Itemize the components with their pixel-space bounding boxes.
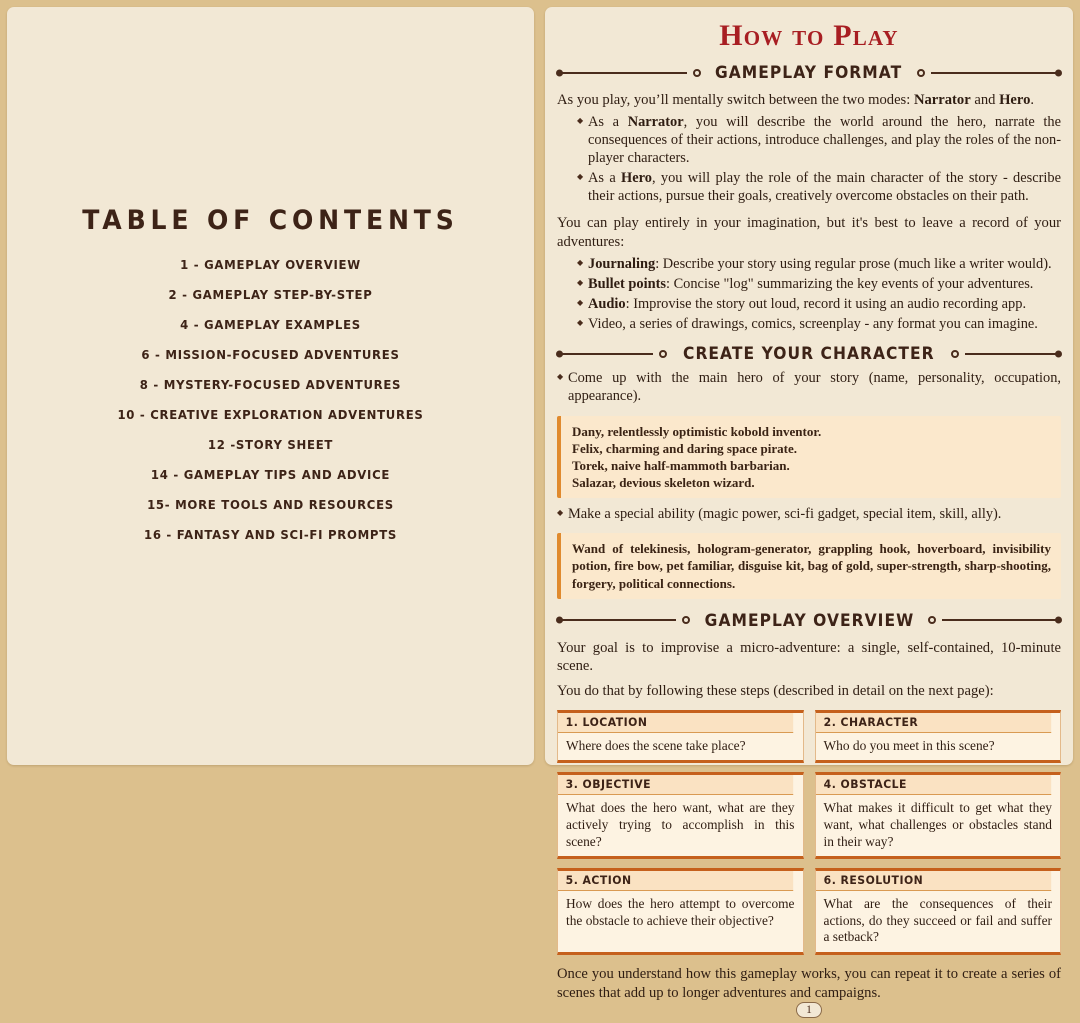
section-divider-gameplay-overview xyxy=(557,611,1061,630)
step-title-location: 1. LOCATION xyxy=(558,713,793,733)
divider-rule-right xyxy=(942,619,1061,621)
record-option-bullet-points: ◆ Bullet points: Concise "log" summarizing the key events of your adventures. xyxy=(579,275,1061,293)
toc-entry-8[interactable]: 14 - GAMEPLAY TIPS AND ADVICE xyxy=(150,468,391,482)
step-cell-resolution xyxy=(815,868,1062,955)
toc-entry-6[interactable]: 10 - CREATIVE EXPLORATION ADVENTURES xyxy=(117,408,424,422)
step-body-action: How does the hero attempt to overcome the obstacle to achieve their objective? xyxy=(566,896,795,928)
hero-prompt: ◆ Come up with the main hero of your story (name, personality, occupation, appearance). xyxy=(559,369,1061,405)
toc-entry-9[interactable]: 15- MORE TOOLS AND RESOURCES xyxy=(147,498,394,512)
ability-prompt: ◆ Make a special ability (magic power, sci-fi gadget, special item, skill, ally). xyxy=(559,505,1061,523)
page-footer xyxy=(557,1002,1061,1023)
toc-entry-1[interactable]: 1 - GAMEPLAY OVERVIEW xyxy=(180,258,361,272)
divider-rule-left xyxy=(557,72,687,74)
mode-list xyxy=(557,113,1061,208)
divider-rule-right xyxy=(931,72,1061,74)
step-title-resolution: 6. RESOLUTION xyxy=(816,871,1051,891)
mode-item-hero: ◆ As a Hero, you will play the role of the main character of the story - describe their actions, pursue their goals, creatively overcome obstacles on their path. xyxy=(579,169,1061,205)
divider-ring-icon xyxy=(951,350,959,358)
section-heading-gameplay-overview: GAMEPLAY OVERVIEW xyxy=(704,610,914,630)
hero-example-1: Dany, relentlessly optimistic kobold inventor. xyxy=(572,423,822,439)
left-page xyxy=(7,7,534,765)
step-title-obstacle: 4. OBSTACLE xyxy=(816,775,1051,795)
divider-ring-icon xyxy=(928,616,936,624)
record-option-audio: ◆ Audio: Improvise the story out loud, record it using an audio recording app. xyxy=(579,295,1061,313)
step-cell-objective xyxy=(557,772,804,859)
toc-entry-4[interactable]: 6 - MISSION-FOCUSED ADVENTURES xyxy=(141,348,400,362)
step-title-objective: 3. OBJECTIVE xyxy=(558,775,793,795)
page-title: How to Play xyxy=(719,19,899,52)
mode-item-narrator: ◆ As a Narrator, you will describe the world around the hero, narrate the consequences of their actions, introduce challenges, and play the roles of the non-player characters. xyxy=(579,113,1061,167)
record-option-journaling: ◆ Journaling: Describe your story using regular prose (much like a writer would). xyxy=(579,255,1061,273)
overview-goal: Your goal is to improvise a micro-adventure: a single, self-contained, 10-minute scene. xyxy=(557,639,1061,675)
toc-entry-7[interactable]: 12 -STORY SHEET xyxy=(207,438,334,452)
divider-ring-icon xyxy=(659,350,667,358)
hero-example-3: Torek, naive half-mammoth barbarian. xyxy=(572,457,790,473)
overview-closing: Once you understand how this gameplay works, you can repeat it to create a series of scenes that add up to longer adventures and campaigns. xyxy=(557,966,1061,1001)
hero-example-2: Felix, charming and daring space pirate. xyxy=(572,440,797,456)
record-options-list xyxy=(557,255,1061,336)
section-divider-create-your-character xyxy=(557,344,1061,363)
page-number-badge: 1 xyxy=(796,1002,822,1018)
step-body-character: Who do you meet in this scene? xyxy=(823,737,995,753)
step-cell-action xyxy=(557,868,804,955)
step-cell-location xyxy=(557,710,804,764)
toc-entry-10[interactable]: 16 - FANTASY AND SCI-FI PROMPTS xyxy=(143,528,398,542)
hero-prompt-list xyxy=(557,369,1061,407)
format-intro: As you play, you’ll mentally switch between the two modes: Narrator and Hero. xyxy=(557,92,1035,108)
table-of-contents xyxy=(7,205,534,558)
toc-entry-2[interactable]: 2 - GAMEPLAY STEP-BY-STEP xyxy=(168,288,373,302)
ability-prompt-list xyxy=(557,505,1061,525)
hero-examples-box xyxy=(557,416,1061,499)
divider-rule-left xyxy=(557,619,676,621)
step-body-resolution: What are the consequences of their actions, do they succeed or fail and suffer a setback? xyxy=(823,896,1052,945)
divider-ring-icon xyxy=(693,69,701,77)
divider-rule-left xyxy=(557,353,653,355)
section-divider-gameplay-format xyxy=(557,63,1061,82)
steps-grid xyxy=(557,710,1061,955)
step-title-action: 5. ACTION xyxy=(558,871,793,891)
divider-ring-icon xyxy=(682,616,690,624)
step-body-objective: What does the hero want, what are they actively trying to accomplish in this scene? xyxy=(566,800,795,849)
step-body-location: Where does the scene take place? xyxy=(566,737,746,753)
ability-examples-box: Wand of telekinesis, hologram-generator, grappling hook, hoverboard, invisibility potion, fire bow, pet familiar, disguise kit, bag of gold, super-strength, sharp-shooting, forgery, political connections. xyxy=(557,533,1061,598)
step-cell-character xyxy=(815,710,1062,764)
hero-example-4: Salazar, devious skeleton wizard. xyxy=(572,475,755,491)
divider-ring-icon xyxy=(917,69,925,77)
right-page xyxy=(545,7,1073,1017)
toc-title: TABLE OF CONTENTS xyxy=(82,205,459,236)
overview-steps-intro: You do that by following these steps (described in detail on the next page): xyxy=(557,683,994,700)
toc-entry-3[interactable]: 4 - GAMEPLAY EXAMPLES xyxy=(180,318,361,332)
divider-rule-right xyxy=(965,353,1061,355)
record-option-video: ◆ Video, a series of drawings, comics, screenplay - any format you can imagine. xyxy=(579,315,1061,333)
section-heading-create-your-character: CREATE YOUR CHARACTER xyxy=(683,344,935,364)
step-cell-obstacle xyxy=(815,772,1062,859)
step-body-obstacle: What makes it difficult to get what they want, what challenges or obstacles stand in their way? xyxy=(823,800,1052,849)
toc-entry-5[interactable]: 8 - MYSTERY-FOCUSED ADVENTURES xyxy=(139,378,402,392)
step-title-character: 2. CHARACTER xyxy=(816,713,1051,733)
section-heading-gameplay-format: GAMEPLAY FORMAT xyxy=(715,63,903,82)
record-intro: You can play entirely in your imagination, but it's best to leave a record of your adventures: xyxy=(557,215,1061,251)
